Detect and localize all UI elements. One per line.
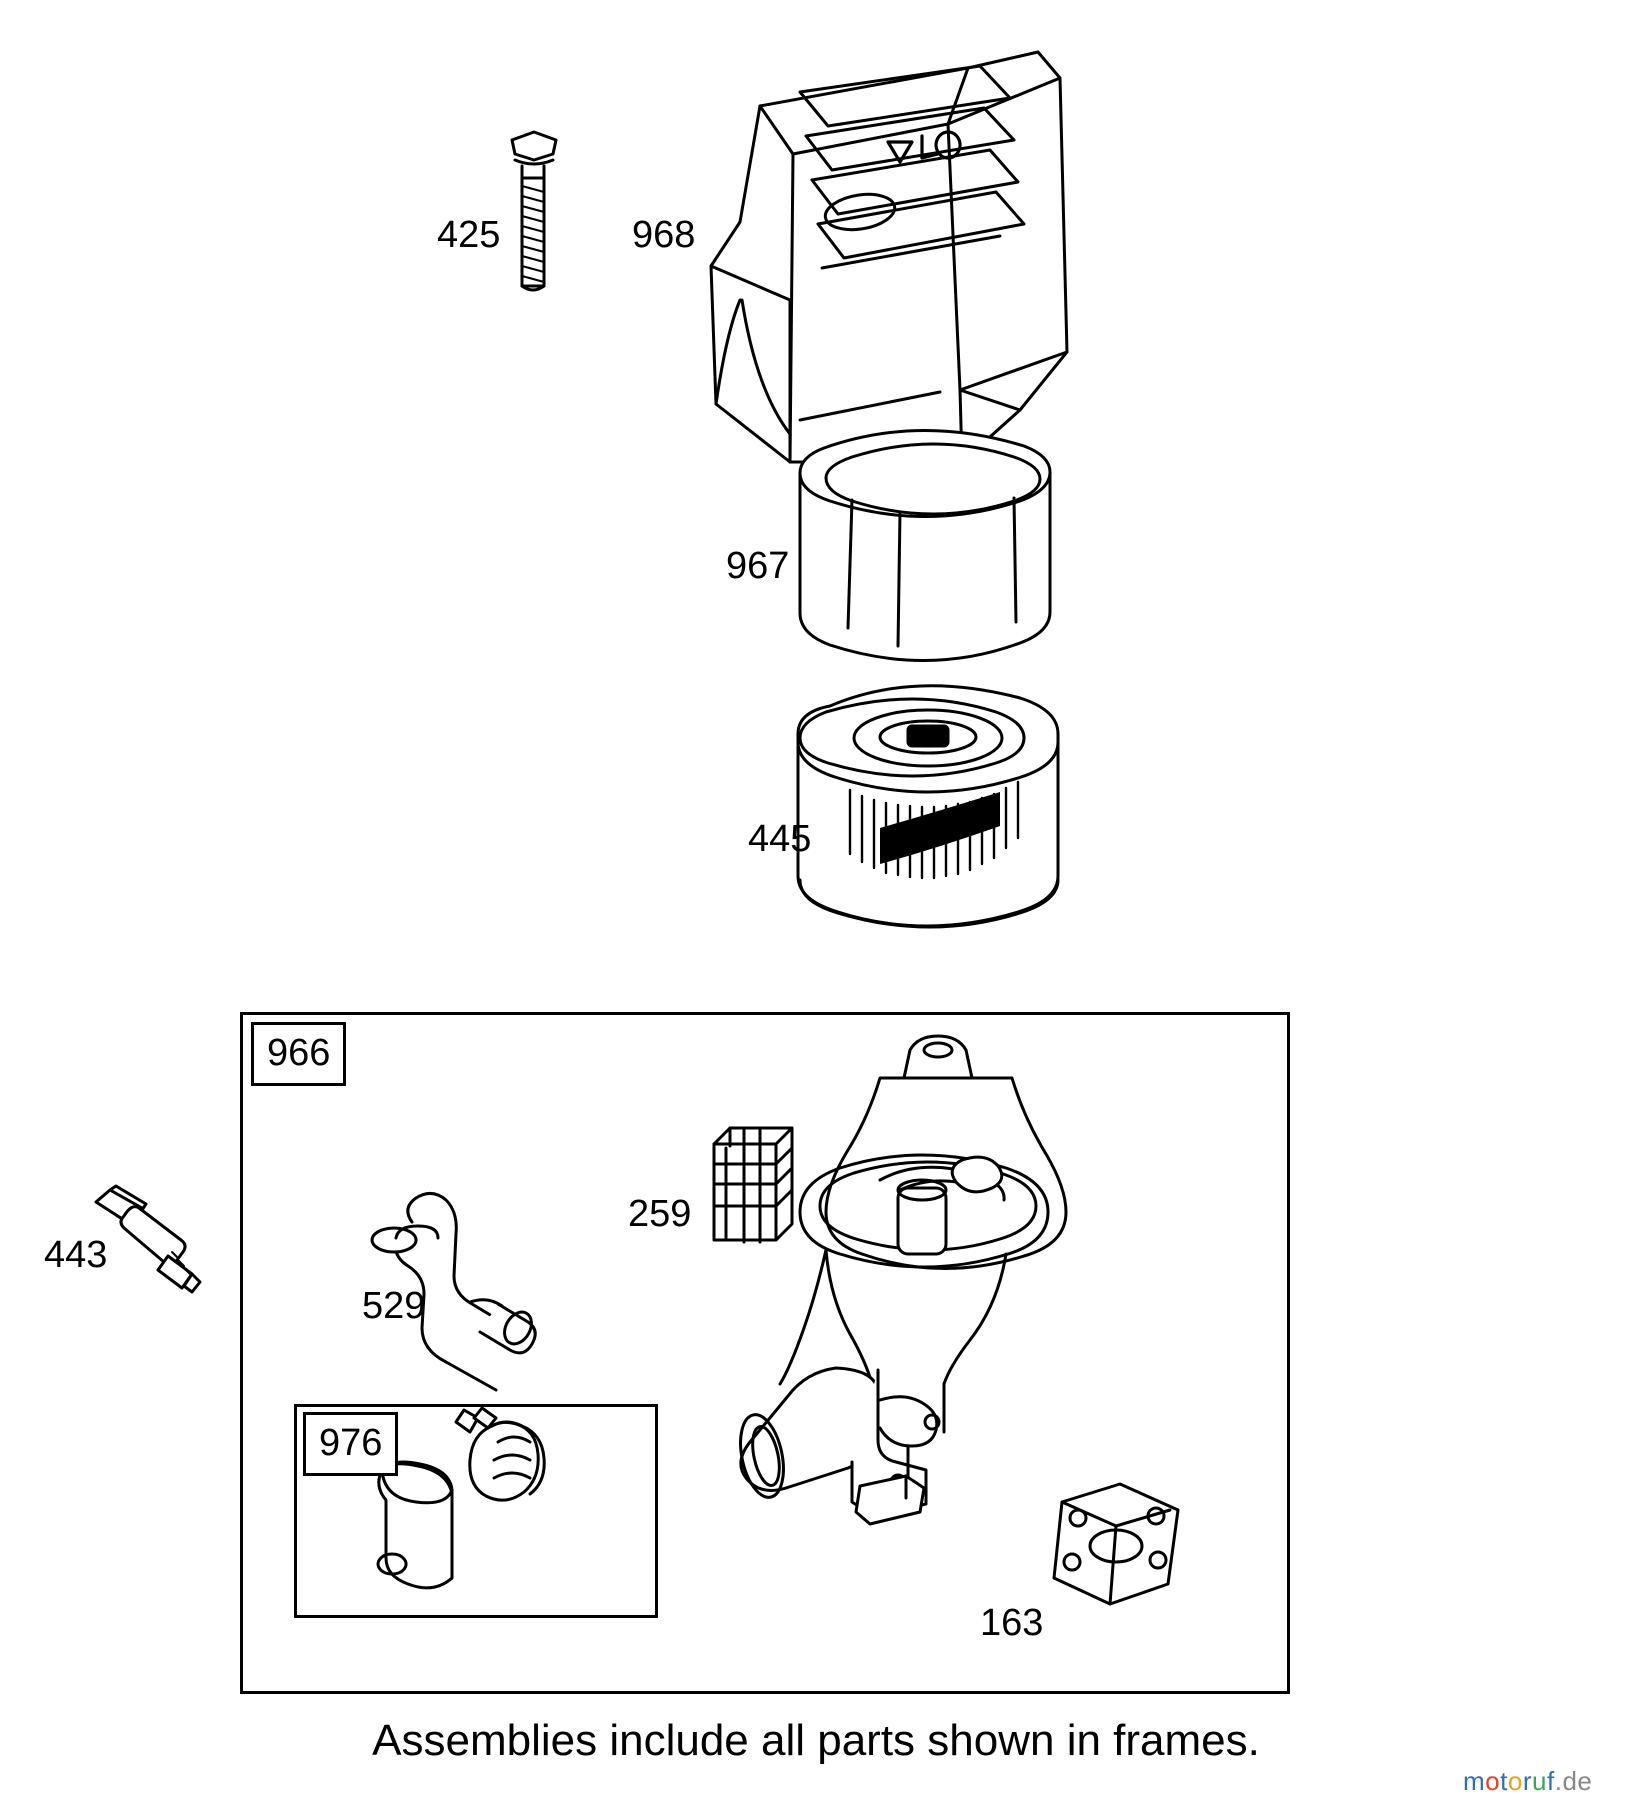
callout-163: 163 [980, 1602, 1044, 1644]
part-967-precleaner [800, 430, 1050, 660]
callout-259: 259 [628, 1193, 692, 1235]
callout-968: 968 [632, 214, 696, 256]
frame-976-label: 976 [303, 1412, 398, 1476]
callout-425: 425 [437, 214, 501, 256]
part-425-bolt [512, 132, 556, 290]
watermark-f: f [1546, 1766, 1555, 1796]
watermark-o1: o [1485, 1766, 1501, 1796]
diagram-caption: Assemblies include all parts shown in frames. [372, 1716, 1260, 1765]
watermark-u: u [1532, 1766, 1547, 1796]
watermark-o2: o [1507, 1766, 1523, 1796]
watermark-de: .de [1554, 1766, 1593, 1796]
callout-445: 445 [748, 818, 812, 860]
site-watermark [1463, 1766, 1592, 1797]
part-968-cover [711, 52, 1067, 462]
callout-967: 967 [726, 545, 790, 587]
callout-529: 529 [362, 1285, 426, 1327]
watermark-m: m [1463, 1766, 1486, 1796]
watermark-t: t [1500, 1766, 1508, 1796]
frame-966-label: 966 [251, 1022, 346, 1086]
watermark-r: r [1522, 1766, 1533, 1796]
callout-443: 443 [44, 1234, 108, 1276]
part-445-air-filter [798, 686, 1058, 927]
part-443-bolt [96, 1186, 200, 1292]
